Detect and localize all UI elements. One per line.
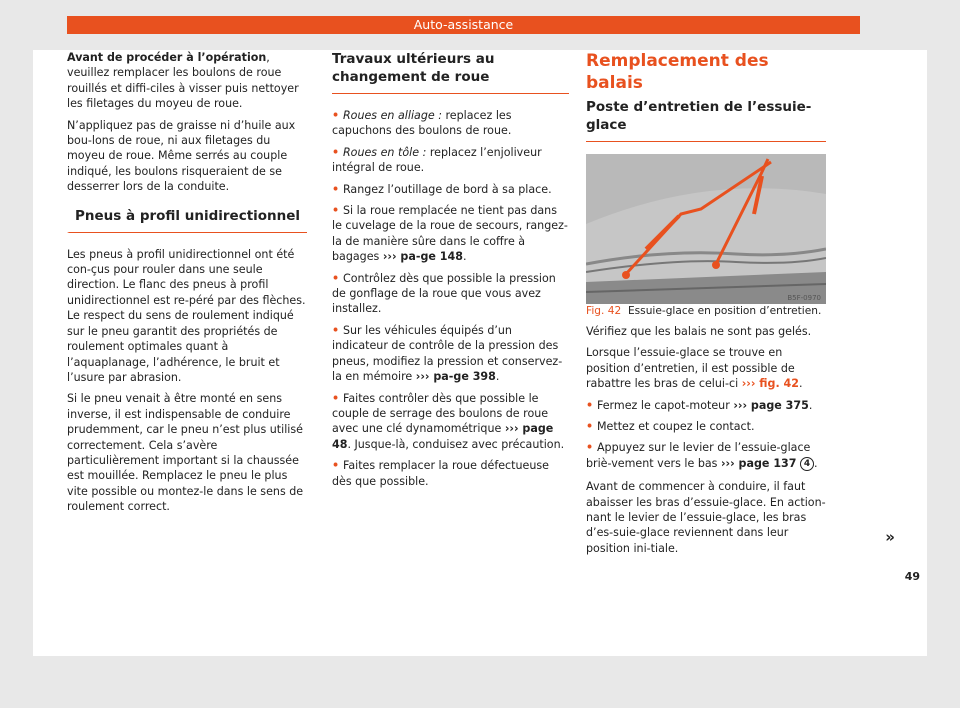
column-left bbox=[67, 50, 307, 521]
list-item: • Faites contrôler dès que possible le couple de serrage des boulons de roue avec une clé dynamométrique ››› page 48. Jusque-là, conduisez avec précaution. bbox=[332, 391, 565, 451]
list-item: • Contrôlez dès que possible la pression de gonflage de la roue que vous avez installez. bbox=[332, 271, 556, 316]
figure-code: B5F-0970 bbox=[787, 294, 821, 302]
page-ref-link[interactable]: ››› page 48 bbox=[332, 422, 554, 451]
paragraph-grease: N’appliquez pas de graisse ni d’huile aux bou-lons de roue, ni aux filetages du moyeu de roue. Même serrés au couple indiqué, les boulons risqueraient de se desserrer lors de la conduite. bbox=[67, 118, 296, 194]
heading-after-wheel-change: Travaux ultérieurs au changement de roue bbox=[332, 50, 569, 94]
list-item: • Rangez l’outillage de bord à sa place. bbox=[332, 182, 552, 196]
continued-mark: » bbox=[885, 528, 895, 546]
column-right bbox=[586, 50, 826, 562]
list-item: • Si la roue remplacée ne tient pas dans le cuvelage de la roue de secours, rangez-la de manière sûre dans le coffre à bagages ››› pa-ge 148. bbox=[332, 204, 568, 264]
list-item: • Fermez le capot-moteur ››› page 375. bbox=[586, 398, 813, 412]
list-item: • Roues en tôle : replacez l’enjoliveur intégral de roue. bbox=[332, 145, 542, 175]
paragraph-intro: Avant de procéder à l’opération, veuillez remplacer les boulons de roue rouillés et diffi-ciles à visser puis nettoyer les filetages du moyeu de roue. bbox=[67, 51, 299, 111]
wiper-illustration bbox=[586, 154, 826, 304]
page-ref-link[interactable]: ››› pa-ge 148 bbox=[382, 250, 463, 264]
list-item: • Roues en alliage : replacez les capuchons des boulons de roue. bbox=[332, 109, 512, 138]
figure-caption: Fig. 42 Essuie-glace en position d’entretien. bbox=[586, 305, 822, 317]
page-number: 49 bbox=[904, 570, 920, 583]
heading-unidirectional: Pneus à profil unidirectionnel bbox=[67, 207, 307, 233]
heading-wiper-replacement: Remplacement des balais bbox=[586, 51, 769, 93]
figure-wiper-service bbox=[586, 154, 826, 304]
page-ref-link[interactable]: ››› page 137 bbox=[720, 456, 797, 470]
paragraph-before-driving: Avant de commencer à conduire, il faut abaisser les bras d’essuie-glace. En action-nant le levier de l’essuie-glace, les bras d’es-suie-glace reviennent dans leur position ini-tiale. bbox=[586, 480, 826, 555]
paragraph-unidirectional: Les pneus à profil unidirectionnel ont été con-çus pour rouler dans une seule direction. Le flanc des pneus à profil unidirectionnel est re-péré par des flèches. Le respect du sens de roulement indiqué sur le pneu garantit des propriétés de roulement optimales quant à l’aquaplanage, l’adhérence, le bruit et l’usure par abrasion. bbox=[67, 247, 306, 384]
list-item: • Sur les véhicules équipés d’un indicateur de contrôle de la pression des pneus, modifiez la pression et conservez-la en mémoire ››› pa-ge 398. bbox=[332, 323, 563, 384]
page-ref-link[interactable]: ››› page 375 bbox=[733, 398, 809, 412]
subheading-service-position: Poste d’entretien de l’essuie-glace bbox=[586, 98, 826, 142]
section-header: Auto-assistance bbox=[67, 16, 860, 34]
list-item: • Appuyez sur le levier de l’essuie-glace briè-vement vers le bas ››› page 137 4 . bbox=[586, 441, 818, 470]
list-item: • Faites remplacer la roue défectueuse dès que possible. bbox=[332, 459, 549, 488]
figure-ref-link[interactable]: ››› fig. 42 bbox=[741, 377, 799, 391]
callout-number: 4 bbox=[800, 457, 814, 471]
page-ref-link[interactable]: ››› pa-ge 398 bbox=[415, 370, 496, 384]
column-middle bbox=[332, 50, 569, 495]
paragraph-reverse: Si le pneu venait à être monté en sens inverse, il est indispensable de conduire prudemment, car le pneu n’est plus utilisé correctement. Cela s’avère particulièrement important si la chaussée est mouillée. Remplacez le pneu le plus vite possible ou montez-le dans le sens de roulement correct. bbox=[67, 392, 304, 514]
paragraph-service-position: Lorsque l’essuie-glace se trouve en position d’entretien, il est possible de rabattre les bras de celui-ci ››› fig. 42. bbox=[586, 346, 803, 391]
list-item: • Mettez et coupez le contact. bbox=[586, 420, 755, 434]
paragraph-frozen: Vérifiez que les balais ne sont pas gelés. bbox=[586, 325, 812, 338]
